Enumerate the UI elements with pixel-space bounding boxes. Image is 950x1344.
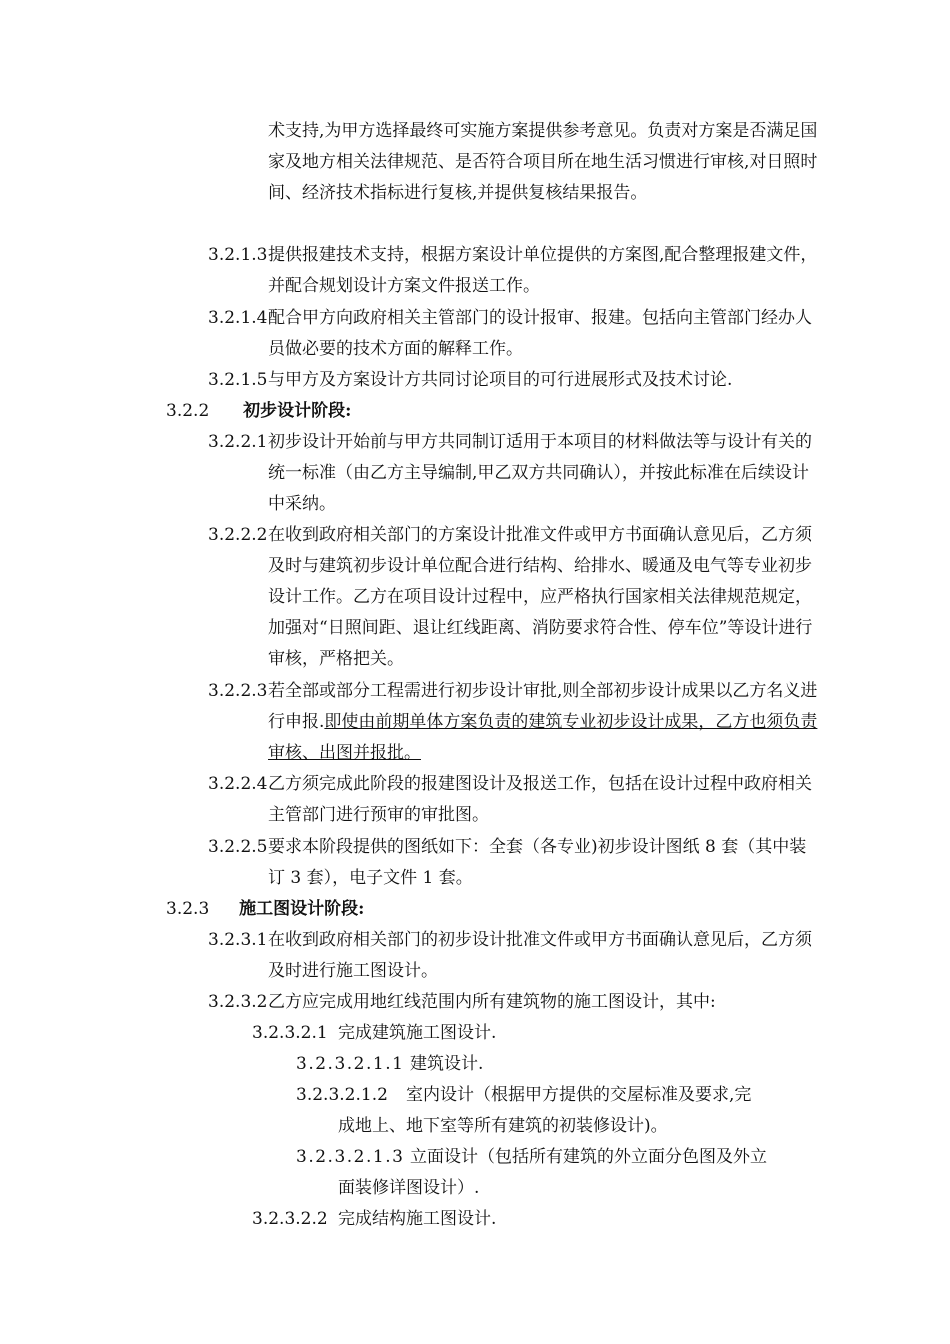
- clause-text-line1: 室内设计（根据甲方提供的交屋标准及要求,完: [406, 1085, 752, 1105]
- clause-text-line1: 立面设计（包括所有建筑的外立面分色图及外立: [410, 1147, 767, 1167]
- clause-number: 3.2.3.2.1.3: [296, 1147, 405, 1167]
- clause-number: 3.2.3.2.1.2: [296, 1085, 388, 1105]
- clause-text: 初步设计开始前与甲方共同制订适用于本项目的材料做法等与设计有关的统一标准（由乙方主导编制,甲乙双方共同确认），并按此标准在后续设计中采纳。: [268, 432, 812, 514]
- clause-number: 3.2.1.5: [208, 370, 268, 390]
- clause-number: 3.2.1.3: [208, 245, 268, 265]
- clause-text-line2: 成地上、地下室等所有建筑的初装修设计)。: [338, 1116, 668, 1136]
- clause-number: 3.2.2.3: [208, 681, 268, 701]
- clause-text: 乙方须完成此阶段的报建图设计及报送工作，包括在设计过程中政府相关主管部门进行预审的审批图。: [268, 774, 812, 825]
- heading-title: 施工图设计阶段:: [239, 899, 365, 919]
- clause-text: 与甲方及方案设计方共同讨论项目的可行进展形式及技术讨论.: [268, 370, 733, 390]
- clause-number: 3.2.3.2.1.1: [296, 1054, 405, 1074]
- clause-number: 3.2.2.2: [208, 525, 268, 545]
- heading-number: 3.2.2: [166, 401, 210, 421]
- clause-text: 建筑设计.: [410, 1054, 484, 1074]
- clause-text: 提供报建技术支持，根据方案设计单位提供的方案图,配合整理报建文件，并配合规划设计方案文件报送工作。: [268, 245, 818, 296]
- continuation-paragraph: 术支持,为甲方选择最终可实施方案提供参考意见。负责对方案是否满足国家及地方相关法律规范、是否符合项目所在地生活习惯进行审核,对日照时间、经济技术指标进行复核,并提供复核结果报告。: [268, 121, 818, 203]
- section-heading-3-2-2: [166, 396, 351, 427]
- clause-text: 完成建筑施工图设计.: [338, 1023, 497, 1043]
- heading-title: 初步设计阶段:: [243, 401, 352, 421]
- clause-text: 要求本阶段提供的图纸如下：全套（各专业)初步设计图纸 8 套（其中装订 3 套），电子文件 1 套。: [268, 837, 807, 888]
- clause-number: 3.2.3.2: [208, 992, 268, 1012]
- clause-text: 在收到政府相关部门的方案设计批准文件或甲方书面确认意见后，乙方须及时与建筑初步设计单位配合进行结构、给排水、暖通及电气等专业初步设计工作。乙方在项目设计过程中，应严格执行国家相关法律规范规定，加强对“日照间距、退让红线距离、消防要求符合性、停车位”等设计进行审核，严格把关。: [268, 525, 813, 669]
- clause-number: 3.2.3.1: [208, 930, 268, 950]
- section-heading-3-2-3: [166, 894, 364, 925]
- clause-text-plain: 若全部或部分工程需进行初步设计审批,则全部初步设计成果以乙方名义进行申报.: [268, 681, 818, 732]
- clause-number: 3.2.2.5: [208, 837, 268, 857]
- clause-number: 3.2.3.2.1: [252, 1023, 328, 1043]
- clause-text-underlined: 即使由前期单体方案负责的建筑专业初步设计成果，乙方也须负责审核、出图并报批。: [268, 712, 818, 763]
- clause-number: 3.2.1.4: [208, 308, 268, 328]
- clause-text: 乙方应完成用地红线范围内所有建筑物的施工图设计，其中:: [268, 992, 716, 1012]
- heading-number: 3.2.3: [166, 899, 210, 919]
- clause-text: 在收到政府相关部门的初步设计批准文件或甲方书面确认意见后，乙方须及时进行施工图设计。: [268, 930, 812, 981]
- clause-number: 3.2.2.1: [208, 432, 268, 452]
- clause-text: [268, 676, 820, 769]
- clause-number: 3.2.2.4: [208, 774, 268, 794]
- clause-number: 3.2.3.2.2: [252, 1209, 328, 1229]
- clause-text: 配合甲方向政府相关主管部门的设计报审、报建。包括向主管部门经办人员做必要的技术方面的解释工作。: [268, 308, 812, 359]
- clause-text: 完成结构施工图设计.: [338, 1209, 497, 1229]
- clause-text-line2: 面装修详图设计）.: [338, 1178, 480, 1198]
